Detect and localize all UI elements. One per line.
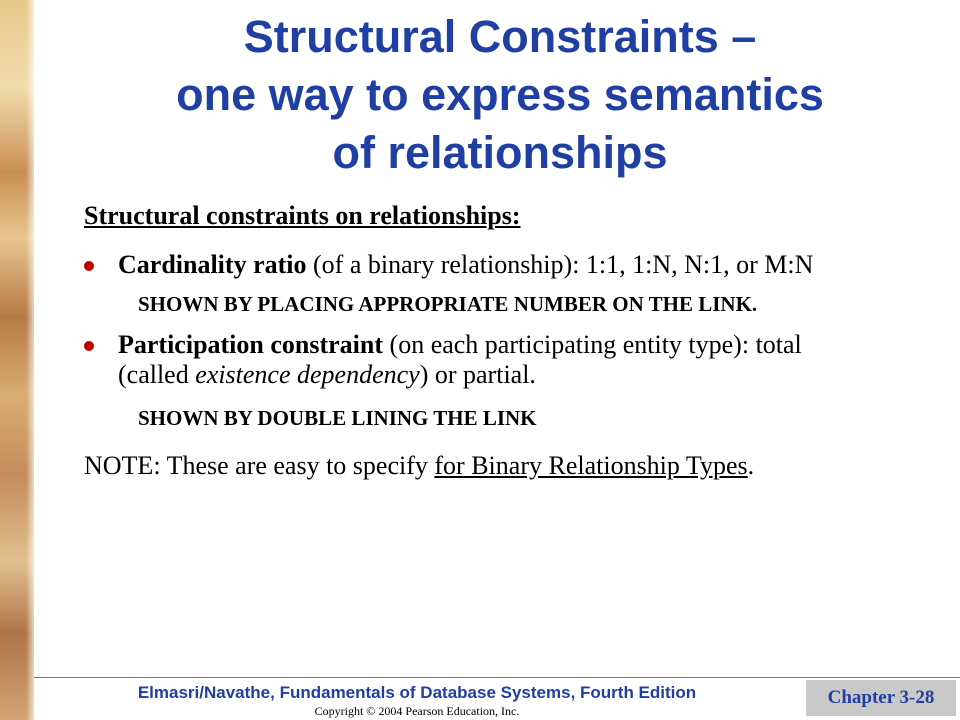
note-underlined: for Binary Relationship Types bbox=[434, 451, 748, 480]
footer-divider bbox=[34, 677, 960, 678]
footer-copyright: Copyright © 2004 Pearson Education, Inc. bbox=[314, 704, 520, 718]
note-prefix: NOTE: These are easy to specify bbox=[84, 451, 435, 480]
title-line-2: one way to express semantics bbox=[176, 69, 824, 120]
title-line-3: of relationships bbox=[332, 127, 668, 178]
slide-content bbox=[84, 200, 844, 482]
bullet-text-end: ) or partial. bbox=[419, 360, 536, 389]
left-decorative-strip bbox=[0, 0, 34, 720]
title-line-1: Structural Constraints – bbox=[243, 11, 757, 62]
bullet-term: Cardinality ratio bbox=[118, 250, 307, 279]
bullet-text: (of a binary relationship): 1:1, 1:N, N:1, or M:N bbox=[306, 250, 814, 279]
red-dot-bullet-icon bbox=[84, 261, 94, 271]
note-paragraph bbox=[84, 450, 844, 482]
bullet-term: Participation constraint bbox=[118, 330, 384, 359]
cardinality-note: SHOWN BY PLACING APPROPRIATE NUMBER ON THE LINK. bbox=[138, 292, 758, 316]
chapter-label: Chapter 3-28 bbox=[806, 680, 956, 716]
note-suffix: . bbox=[747, 451, 755, 480]
bullet-italic-text: existence dependency bbox=[195, 360, 420, 389]
footer-credit: Elmasri/Navathe, Fundamentals of Database Systems, Fourth Edition bbox=[137, 683, 697, 702]
subheading: Structural constraints on relationships: bbox=[84, 201, 521, 230]
bullet-participation-constraint bbox=[84, 330, 844, 390]
bullet-cardinality-ratio bbox=[84, 250, 844, 280]
participation-note: SHOWN BY DOUBLE LINING THE LINK bbox=[138, 406, 537, 430]
red-dot-bullet-icon bbox=[84, 341, 94, 351]
slide-title bbox=[60, 8, 940, 182]
bullet-text: (on each participating entity type): total (called bbox=[118, 330, 802, 389]
